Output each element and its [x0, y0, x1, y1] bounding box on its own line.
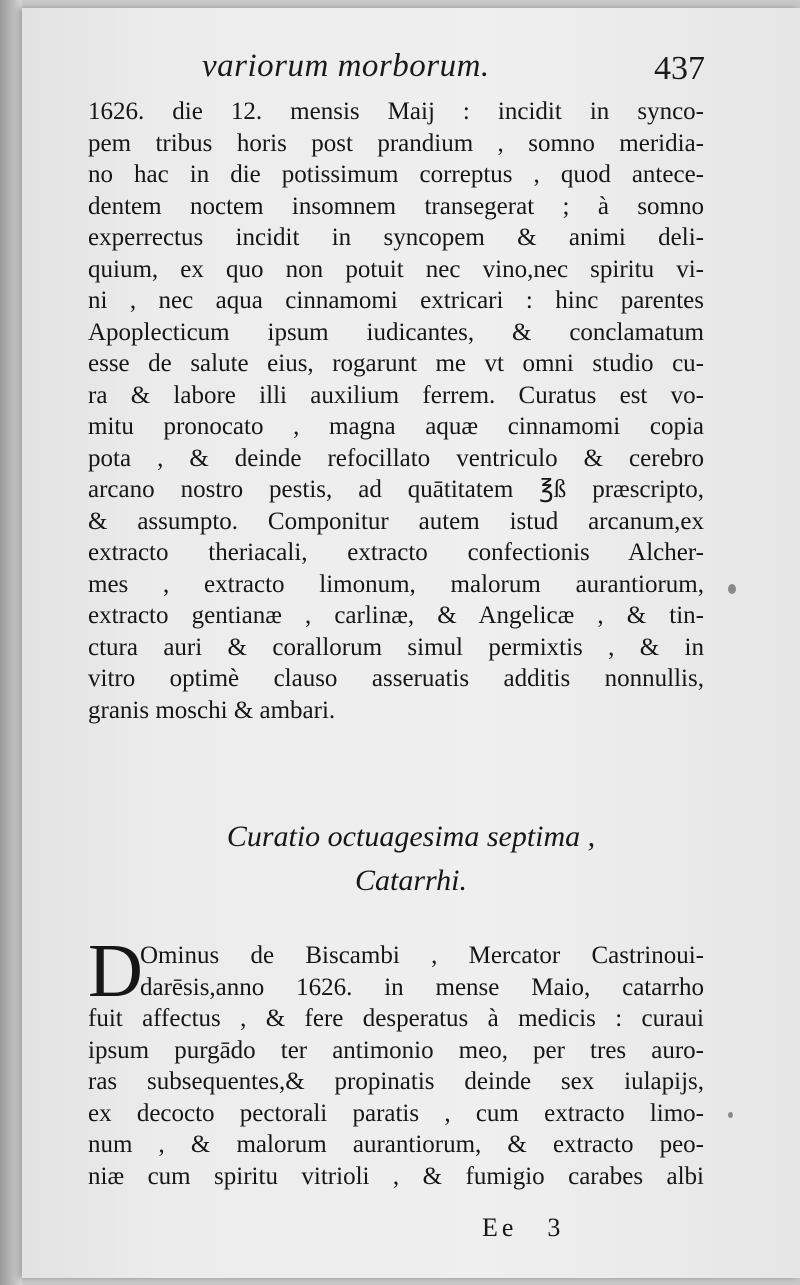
text-line: ex decocto pectorali paratis , cum extracto limo- — [88, 1099, 704, 1127]
text-line: arcano nostro pestis, ad quātitatem ℥ß præscripto, — [88, 476, 704, 503]
text-line: fuit affectus , & fere desperatus à medicis : curaui — [88, 1005, 704, 1032]
section-heading-line-2: Catarrhi. — [355, 864, 467, 897]
text-line: ni , nec aqua cinnamomi extricari : hinc parentes — [88, 287, 704, 314]
text-line: experrectus incidit in syncopem & animi deli- — [88, 224, 704, 251]
signature-letters: Ee — [482, 1213, 518, 1242]
text-line: ra & labore illi auxilium ferrem. Curatus est vo- — [88, 381, 704, 409]
text-line: mes , extracto limonum, malorum aurantiorum, — [88, 570, 704, 598]
text-line: ctura auri & corallorum simul permixtis , & in — [88, 633, 704, 661]
signature-mark — [482, 1213, 564, 1243]
text-line: mitu pronocato , magna aquæ cinnamomi copia — [88, 413, 704, 440]
paragraph-1 — [88, 96, 704, 726]
page-header — [22, 48, 800, 98]
text-line: dentem noctem insomnem transegerat ; à somno — [88, 192, 704, 220]
text-line: ras subsequentes,& propinatis deinde sex iulapijs, — [88, 1068, 704, 1095]
text-line: quium, ex quo non potuit nec vino,nec spiritu vi- — [88, 255, 704, 283]
running-head: variorum morborum. — [202, 48, 490, 84]
text-line: Apoplecticum ipsum iudicantes, & conclamatum — [88, 318, 704, 346]
page-gutter-edge — [0, 0, 22, 1285]
text-line: num , & malorum aurantiorum, & extracto peo- — [88, 1131, 704, 1158]
text-line: granis moschi & ambari. — [88, 696, 336, 724]
text-line: pem tribus horis post prandium , somno meridia- — [88, 129, 704, 157]
book-page — [22, 8, 800, 1278]
signature-number: 3 — [547, 1213, 565, 1242]
text-line: & assumpto. Componitur autem istud arcanum,ex — [88, 507, 704, 535]
text-line: no hac in die potissimum correptus , quod antece- — [88, 161, 704, 188]
text-line: vitro optimè clauso asseruatis additis nonnullis, — [88, 665, 704, 692]
text-line: Ominus de Biscambi , Mercator Castrinoui- — [140, 942, 704, 969]
drop-cap: D — [88, 929, 143, 1013]
ink-speck — [728, 584, 736, 594]
text-line: esse de salute eius, rogarunt me vt omni studio cu- — [88, 350, 704, 377]
section-heading-line-1: Curatio octuagesima septima , — [226, 820, 596, 853]
paragraph-2 — [88, 929, 704, 1192]
text-line: extracto theriacali, extracto confectionis Alcher- — [88, 539, 704, 566]
ink-speck — [728, 1112, 733, 1118]
text-line: darēsis,anno 1626. in mense Maio, catarrho — [140, 973, 704, 1001]
page-number: 437 — [654, 50, 705, 87]
text-line: extracto gentianæ , carlinæ, & Angelicæ , & tin- — [88, 602, 704, 629]
text-line: niæ cum spiritu vitrioli , & fumigio carabes albi — [88, 1162, 704, 1190]
text-line: ipsum purgādo ter antimonio meo, per tres auro- — [88, 1036, 704, 1064]
text-line: 1626. die 12. mensis Maij : incidit in synco- — [88, 98, 704, 125]
text-line: pota , & deinde refocillato ventriculo & cerebro — [88, 444, 704, 472]
